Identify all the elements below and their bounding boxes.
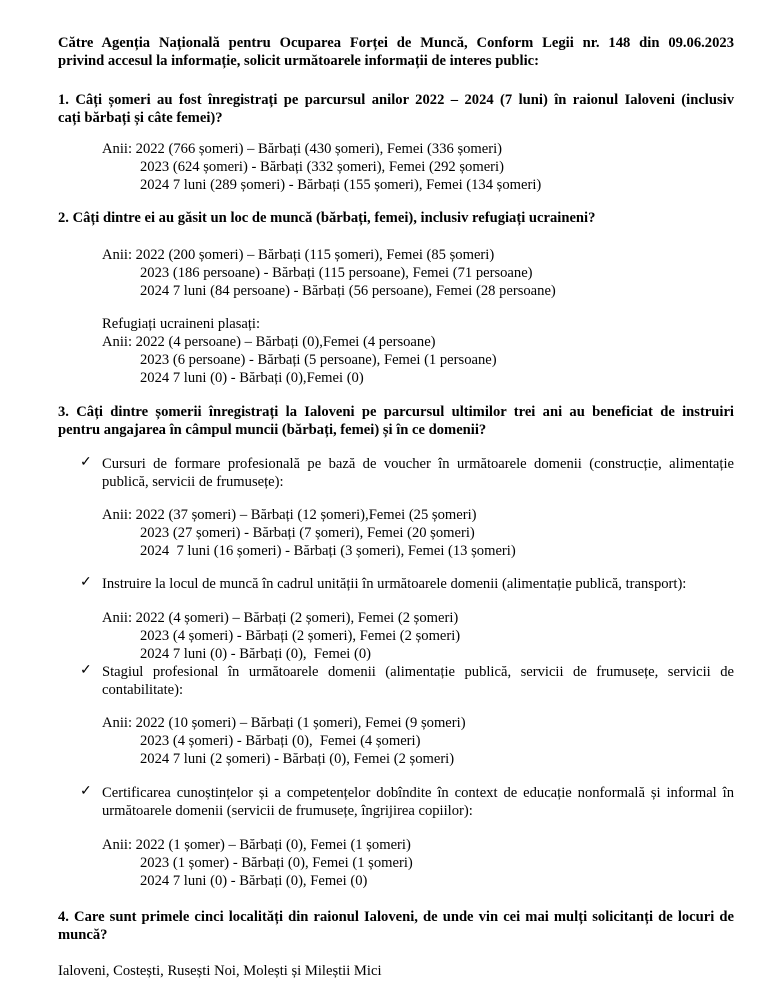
q2-refugee-row-2023: 2023 (6 persoane) - Bărbați (5 persoane), Femei (1 persoane) (140, 352, 497, 368)
q2-title: 2. Câți dintre ei au găsit un loc de muncă (bărbați, femei), inclusiv refugiați ucraineni? (58, 210, 596, 226)
q3-item3-row-2024: 2024 7 luni (2 șomeri) - Bărbați (0), Femei (2 șomeri) (140, 751, 455, 767)
q3-item4-row-2024: 2024 7 luni (0) - Bărbați (0), Femei (0) (140, 873, 368, 889)
q3-item4-text-line-2: următoarele domenii (servicii de frumusețe, îngrijirea copiilor): (102, 803, 473, 819)
q2-row-2022: Anii: 2022 (200 șomeri) – Bărbați (115 șomeri), Femei (85 șomeri) (102, 247, 495, 263)
q3-item2-row-2023: 2023 (4 șomeri) - Bărbați (2 șomeri), Femei (2 șomeri) (140, 628, 461, 644)
q3-item1-row-2022: Anii: 2022 (37 șomeri) – Bărbați (12 șomeri),Femei (25 șomeri) (102, 507, 477, 523)
q2-row-2023: 2023 (186 persoane) - Bărbați (115 persoane), Femei (71 persoane) (140, 265, 533, 281)
q3-item1-row-2024: 2024 7 luni (16 șomeri) - Bărbați (3 șomeri), Femei (13 șomeri) (140, 543, 516, 559)
q3-item3-text-line-2: contabilitate): (102, 682, 184, 698)
q1-title-line-1: 1. Câți șomeri au fost înregistrați pe parcursul anilor 2022 – 2024 (7 luni) în raionul Ialoveni (inclusiv (58, 92, 734, 108)
q3-item4-row-2022: Anii: 2022 (1 șomer) – Bărbați (0), Femei (1 șomeri) (102, 837, 411, 853)
intro-line-1: Către Agenția Națională pentru Ocuparea Forței de Muncă, Conform Legii nr. 148 din 09.06.2023 (58, 35, 734, 51)
q3-item2-text-line-1: Instruire la locul de muncă în cadrul unității în următoarele domenii (alimentație publică, transport): (102, 576, 687, 592)
checkmark-icon: ✓ (80, 784, 92, 799)
q3-item1-text-line-2: publică, servicii de frumusețe): (102, 474, 284, 490)
checkmark-icon: ✓ (80, 575, 92, 590)
intro-line-2: privind accesul la informație, solicit următoarele informații de interes public: (58, 53, 539, 69)
q3-title-line-1: 3. Câți dintre șomerii înregistrați la Ialoveni pe parcursul ultimilor trei ani au beneficiat de instruiri (58, 404, 734, 420)
checkmark-icon: ✓ (80, 663, 92, 678)
q4-title-line-2: muncă? (58, 927, 108, 943)
q4-answer: Ialoveni, Costești, Rusești Noi, Molești și Mileștii Mici (58, 963, 382, 979)
q1-row-2023: 2023 (624 șomeri) - Bărbați (332 șomeri), Femei (292 șomeri) (140, 159, 504, 175)
q3-item4-text-line-1: Certificarea cunoștințelor și a competențelor dobîndite în context de educație nonformală și informal în (102, 785, 734, 801)
checkmark-icon: ✓ (80, 455, 92, 470)
q3-title-line-2: pentru angajarea în câmpul muncii (bărbați, femei) și în ce domenii? (58, 422, 487, 438)
q4-title-line-1: 4. Care sunt primele cinci localități din raionul Ialoveni, de unde vin cei mai mulți solicitanți de locuri de (58, 909, 734, 925)
q3-item3-row-2022: Anii: 2022 (10 șomeri) – Bărbați (1 șomeri), Femei (9 șomeri) (102, 715, 466, 731)
q3-item1-row-2023: 2023 (27 șomeri) - Bărbați (7 șomeri), Femei (20 șomeri) (140, 525, 475, 541)
q3-item3-text-line-1: Stagiul profesional în următoarele domenii (alimentație publică, servicii de frumusețe, servicii de (102, 664, 734, 680)
q3-item3-row-2023: 2023 (4 șomeri) - Bărbați (0), Femei (4 șomeri) (140, 733, 421, 749)
q2-refugees-label: Refugiați ucraineni plasați: (102, 316, 261, 332)
q1-title-line-2: cați bărbați și câte femei)? (58, 110, 223, 126)
q1-row-2024: 2024 7 luni (289 șomeri) - Bărbați (155 șomeri), Femei (134 șomeri) (140, 177, 542, 193)
q2-refugee-row-2022: Anii: 2022 (4 persoane) – Bărbați (0),Femei (4 persoane) (102, 334, 436, 350)
q3-item2-row-2024: 2024 7 luni (0) - Bărbați (0), Femei (0) (140, 646, 372, 662)
q3-item1-text-line-1: Cursuri de formare profesională pe bază de voucher în următoarele domenii (construcție, alimentație (102, 456, 734, 472)
q3-item2-row-2022: Anii: 2022 (4 șomeri) – Bărbați (2 șomeri), Femei (2 șomeri) (102, 610, 459, 626)
q3-item4-row-2023: 2023 (1 șomer) - Bărbați (0), Femei (1 șomeri) (140, 855, 413, 871)
q2-refugee-row-2024: 2024 7 luni (0) - Bărbați (0),Femei (0) (140, 370, 364, 386)
q2-row-2024: 2024 7 luni (84 persoane) - Bărbați (56 persoane), Femei (28 persoane) (140, 283, 556, 299)
q1-row-2022: Anii: 2022 (766 șomeri) – Bărbați (430 șomeri), Femei (336 șomeri) (102, 141, 503, 157)
